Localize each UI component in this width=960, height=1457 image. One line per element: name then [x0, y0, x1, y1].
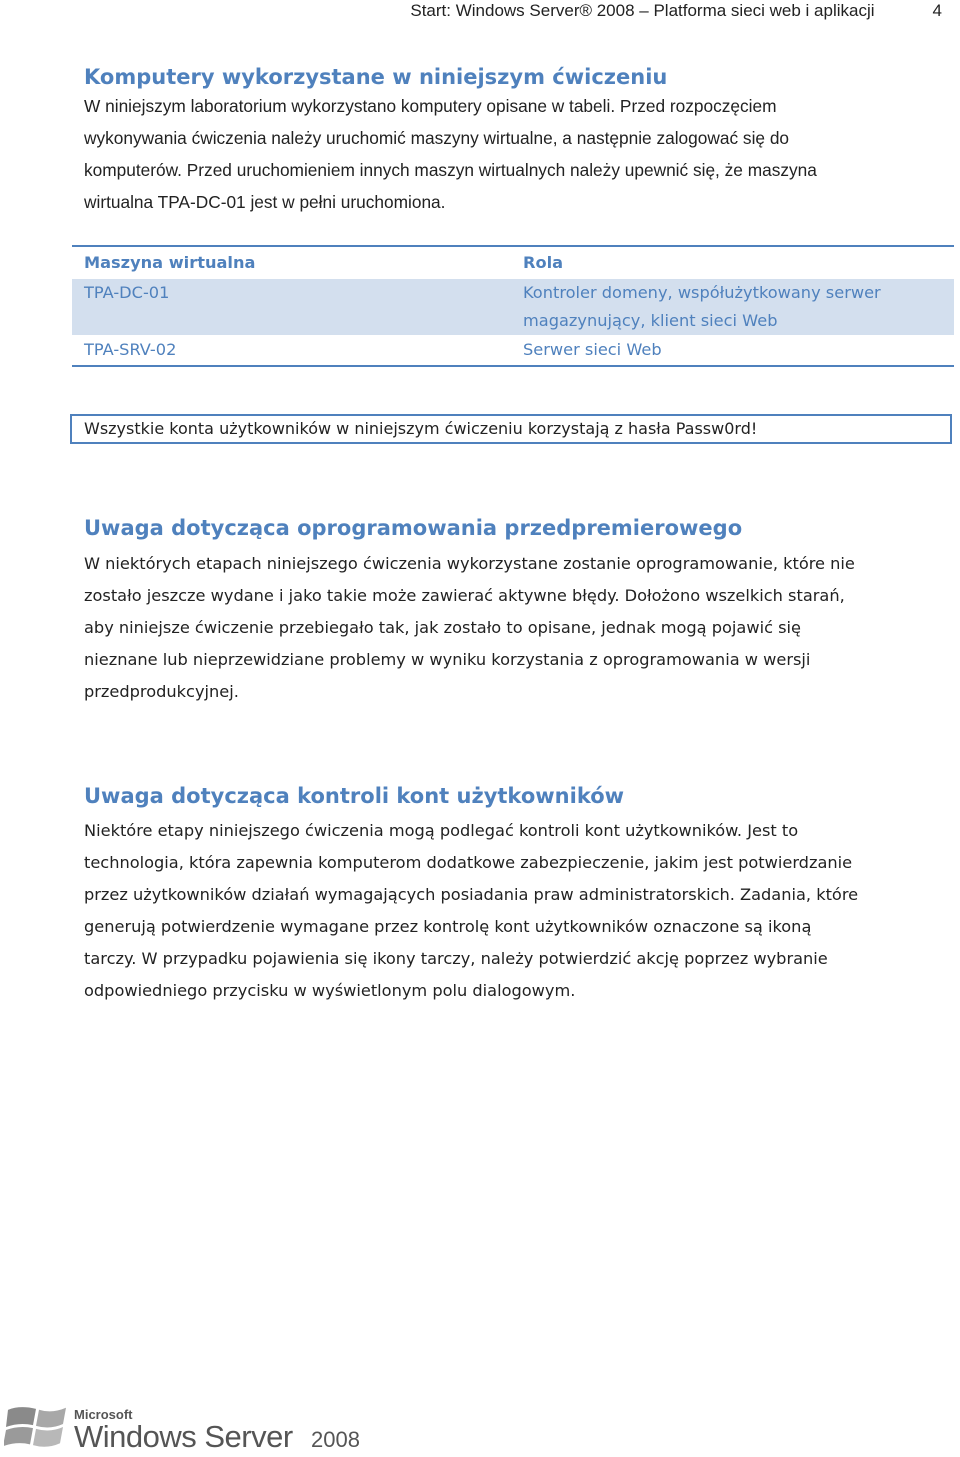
paragraph-computers	[84, 90, 944, 218]
text-line: W niniejszym laboratorium wykorzystano komputery opisane w tabeli. Przed rozpoczęciem	[84, 96, 777, 116]
page-number: 4	[932, 1, 942, 20]
table-header-row	[72, 247, 954, 279]
text-line: wykonywania ćwiczenia należy uruchomić maszyny wirtualne, a następnie zalogować się do	[84, 128, 790, 148]
text-line: przez użytkowników działań wymagających posiadania praw administratorskich. Zadania, które	[84, 885, 859, 904]
windows-flag-icon	[4, 1398, 384, 1453]
table-row	[72, 279, 954, 335]
cell-role	[523, 279, 954, 335]
column-header-role: Rola	[523, 253, 564, 272]
section-computers	[84, 62, 944, 218]
logo-product: Windows Server	[74, 1419, 293, 1453]
text-line: zostało jeszcze wydane i jako takie może zawierać aktywne błędy. Dołożono wszelkich starań,	[84, 586, 845, 605]
virtual-machines-table	[72, 245, 954, 367]
section-heading-computers: Komputery wykorzystane w niniejszym ćwiczeniu	[84, 65, 668, 89]
windows-server-logo	[4, 1398, 384, 1453]
text-line: technologia, która zapewnia komputerom dodatkowe zabezpieczenie, jakim jest potwierdzanie	[84, 853, 853, 872]
text-line: generują potwierdzenie wymagane przez kontrolę kont użytkowników oznaczone są ikoną	[84, 917, 812, 936]
section-heading-uac: Uwaga dotycząca kontroli kont użytkowników	[84, 784, 625, 808]
column-header-machine: Maszyna wirtualna	[84, 253, 256, 272]
password-note-box: Wszystkie konta użytkowników w niniejszym ćwiczeniu korzystają z hasła Passw0rd!	[70, 414, 952, 444]
paragraph-uac	[84, 815, 944, 1007]
logo-brand: Microsoft	[74, 1407, 133, 1422]
cell-machine: TPA-SRV-02	[84, 340, 177, 359]
text-line: przedprodukcyjnej.	[84, 682, 239, 701]
section-uac	[84, 781, 944, 1007]
text-line: tarczy. W przypadku pojawienia się ikony tarczy, należy potwierdzić akcję poprzez wybranie	[84, 949, 828, 968]
table-row	[72, 335, 954, 365]
text-line: aby niniejsze ćwiczenie przebiegało tak, jak zostało to opisane, jednak mogą pojawić się	[84, 618, 802, 637]
section-heading-prerelease: Uwaga dotycząca oprogramowania przedpremierowego	[84, 516, 743, 540]
cell-role-line: magazynujący, klient sieci Web	[523, 311, 778, 330]
text-line: wirtualna TPA-DC-01 jest w pełni uruchomiona.	[84, 192, 446, 212]
cell-machine: TPA-DC-01	[84, 283, 170, 302]
section-prerelease	[84, 513, 944, 708]
text-line: nieznane lub nieprzewidziane problemy w wyniku korzystania z oprogramowania w wersji	[84, 650, 811, 669]
text-line: Niektóre etapy niniejszego ćwiczenia mogą podlegać kontroli kont użytkowników. Jest to	[84, 821, 799, 840]
cell-role-line: Kontroler domeny, współużytkowany serwer	[523, 283, 881, 302]
paragraph-prerelease	[84, 548, 944, 708]
page-header	[410, 0, 942, 22]
document-title: Start: Windows Server® 2008 – Platforma sieci web i aplikacji	[410, 1, 875, 20]
cell-role: Serwer sieci Web	[523, 340, 662, 359]
text-line: W niektórych etapach niniejszego ćwiczenia wykorzystane zostanie oprogramowanie, które nie	[84, 554, 855, 573]
text-line: komputerów. Przed uruchomieniem innych maszyn wirtualnych należy upewnić się, że maszyna	[84, 160, 817, 180]
text-line: odpowiedniego przycisku w wyświetlonym polu dialogowym.	[84, 981, 576, 1000]
logo-version: 2008	[311, 1427, 360, 1452]
